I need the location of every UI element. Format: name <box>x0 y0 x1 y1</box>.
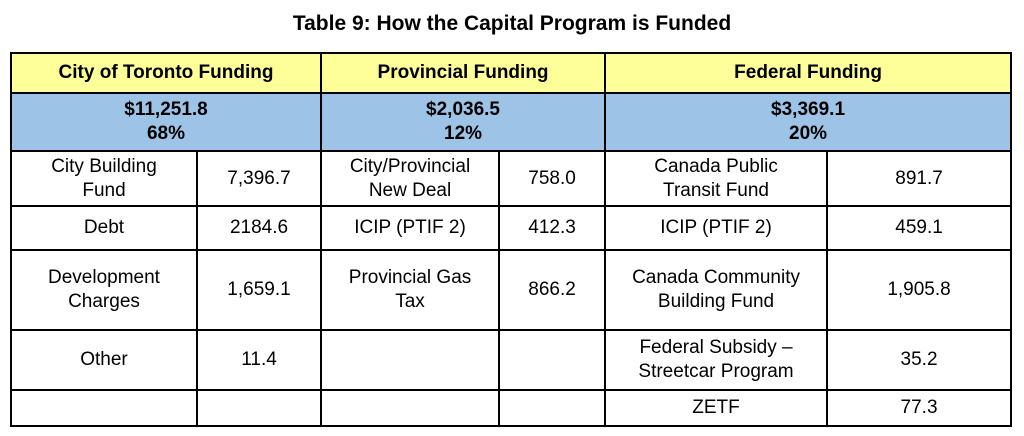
federal-source-value: 891.7 <box>827 151 1011 206</box>
city-source-value: 1,659.1 <box>197 250 321 330</box>
provincial-source-value: 866.2 <box>499 250 605 330</box>
federal-source-value: 35.2 <box>827 330 1011 390</box>
federal-funding-header: Federal Funding <box>605 53 1011 93</box>
provincial-funding-header: Provincial Funding <box>321 53 605 93</box>
federal-source-label: ICIP (PTIF 2) <box>605 206 827 250</box>
provincial-source-label: Provincial Gas Tax <box>321 250 499 330</box>
city-total-amount: $11,251.8 <box>124 99 208 120</box>
provincial-source-value <box>499 390 605 426</box>
funding-source-header-row <box>11 53 1011 93</box>
table-row <box>11 390 1011 426</box>
city-source-label: Development Charges <box>11 250 197 330</box>
federal-source-value: 459.1 <box>827 206 1011 250</box>
provincial-source-value: 758.0 <box>499 151 605 206</box>
federal-total-share: 20% <box>789 123 828 144</box>
city-total-share: 68% <box>146 123 186 144</box>
funding-total-row <box>11 93 1011 151</box>
federal-source-label: Canada Community Building Fund <box>605 250 827 330</box>
city-source-value: 2184.6 <box>197 206 321 250</box>
provincial-total-amount: $2,036.5 <box>426 99 500 120</box>
provincial-source-value: 412.3 <box>499 206 605 250</box>
provincial-total-share: 12% <box>444 123 483 144</box>
federal-total-amount: $3,369.1 <box>771 99 846 120</box>
federal-funding-total <box>605 93 1011 151</box>
provincial-source-label <box>321 330 499 390</box>
table-row <box>11 151 1011 206</box>
table-row <box>11 330 1011 390</box>
table-row <box>11 250 1011 330</box>
city-funding-total <box>11 93 321 151</box>
city-source-label: Other <box>11 330 197 390</box>
provincial-source-label: ICIP (PTIF 2) <box>321 206 499 250</box>
table-title: Table 9: How the Capital Program is Funded <box>292 12 732 35</box>
city-source-value: 11.4 <box>197 330 321 390</box>
provincial-source-label <box>321 390 499 426</box>
city-source-label <box>11 390 197 426</box>
federal-source-label: Canada Public Transit Fund <box>605 151 827 206</box>
provincial-funding-total <box>321 93 605 151</box>
city-funding-header: City of Toronto Funding <box>11 53 321 93</box>
federal-source-label: ZETF <box>605 390 827 426</box>
city-source-label: Debt <box>11 206 197 250</box>
capital-funding-table <box>10 52 1012 427</box>
federal-source-value: 77.3 <box>827 390 1011 426</box>
provincial-source-label: City/Provincial New Deal <box>321 151 499 206</box>
federal-source-value: 1,905.8 <box>827 250 1011 330</box>
provincial-source-value <box>499 330 605 390</box>
city-source-value: 7,396.7 <box>197 151 321 206</box>
city-source-value <box>197 390 321 426</box>
federal-source-label: Federal Subsidy – Streetcar Program <box>605 330 827 390</box>
table-row <box>11 206 1011 250</box>
city-source-label: City Building Fund <box>11 151 197 206</box>
